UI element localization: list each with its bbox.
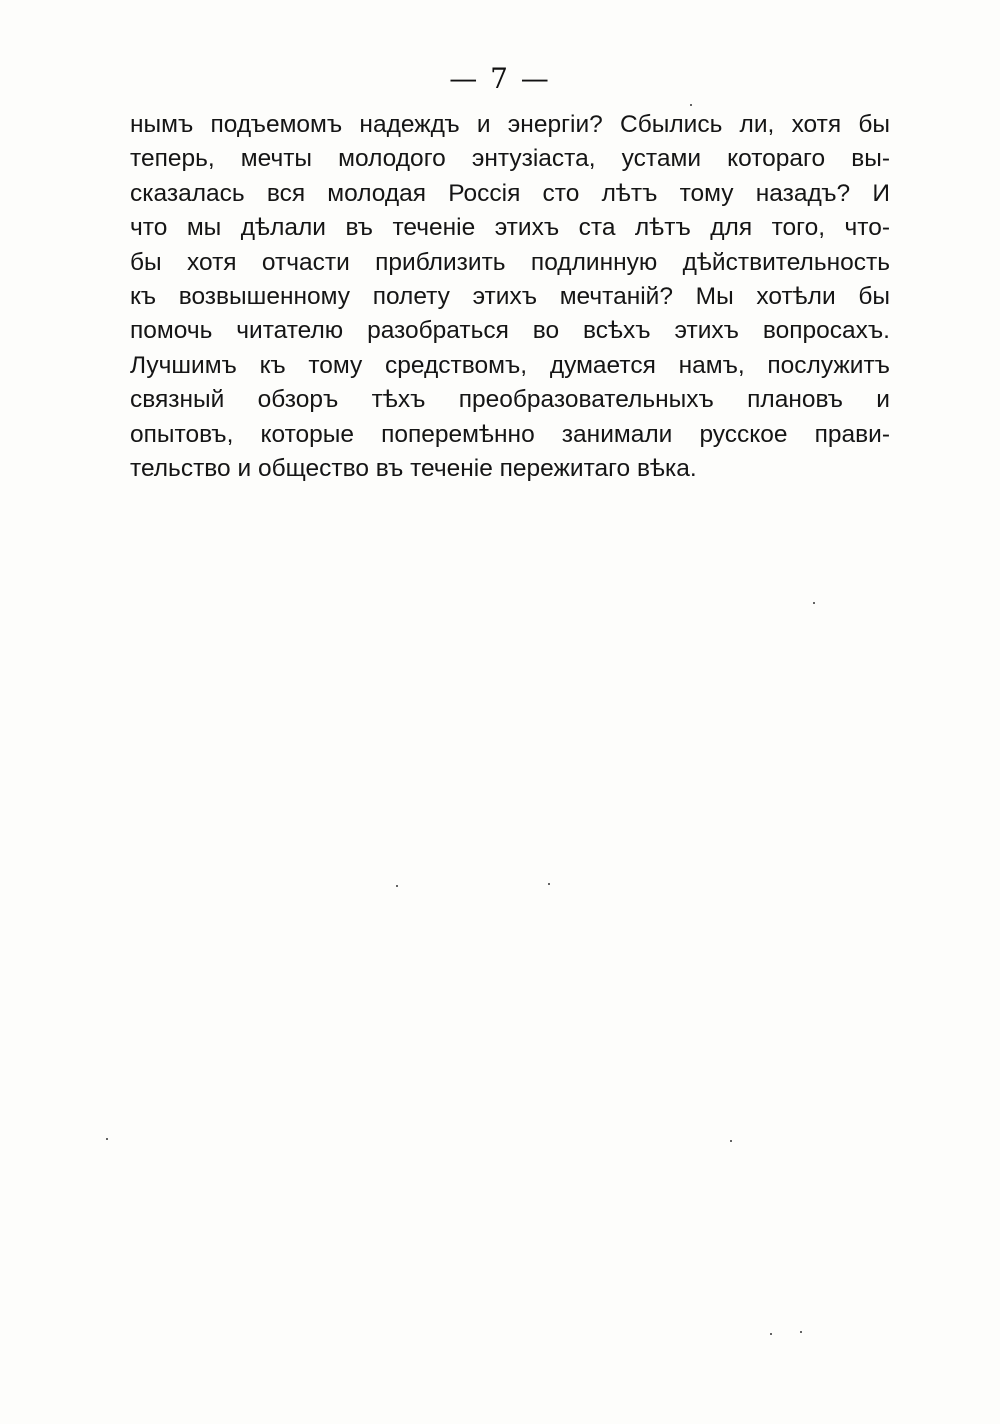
scan-speck [770, 1333, 772, 1335]
page-number: — 7 — [449, 62, 551, 95]
text-line: къ возвышенному полету этихъ мечтанiй? Мы хотѣли бы [130, 283, 890, 311]
text-line: опытовъ, которые поперемѣнно занимали русское прави- [130, 420, 890, 448]
text-line: помочь читателю разобраться во всѣхъ этихъ вопросахъ. [130, 317, 890, 345]
scan-speck [813, 602, 815, 604]
text-line: Лучшимъ къ тому средствомъ, думается намъ, послужитъ [130, 351, 890, 379]
scan-speck [800, 1331, 802, 1333]
text-line: сказалась вся молодая Россiя сто лѣтъ тому назадъ? И [130, 179, 890, 207]
scan-speck [106, 1138, 108, 1140]
scan-speck [730, 1140, 732, 1142]
scan-speck [690, 104, 692, 106]
body-paragraph [130, 108, 890, 486]
text-line: нымъ подъемомъ надеждъ и энергiи? Сбылись ли, хотя бы [130, 111, 890, 138]
text-line: что мы дѣлали въ теченiе этихъ ста лѣтъ для того, что- [130, 214, 890, 242]
text-line: теперь, мечты молодого энтузiаста, устами котораго вы- [130, 145, 890, 173]
text-line: связный обзоръ тѣхъ преобразовательныхъ плановъ и [130, 386, 890, 414]
text-line: бы хотя отчасти приблизить подлинную дѣйствительность [130, 248, 890, 276]
text-line: тельство и общество въ теченiе пережитаго вѣка. [130, 455, 697, 483]
scan-speck [548, 883, 550, 885]
scan-speck [396, 885, 398, 887]
